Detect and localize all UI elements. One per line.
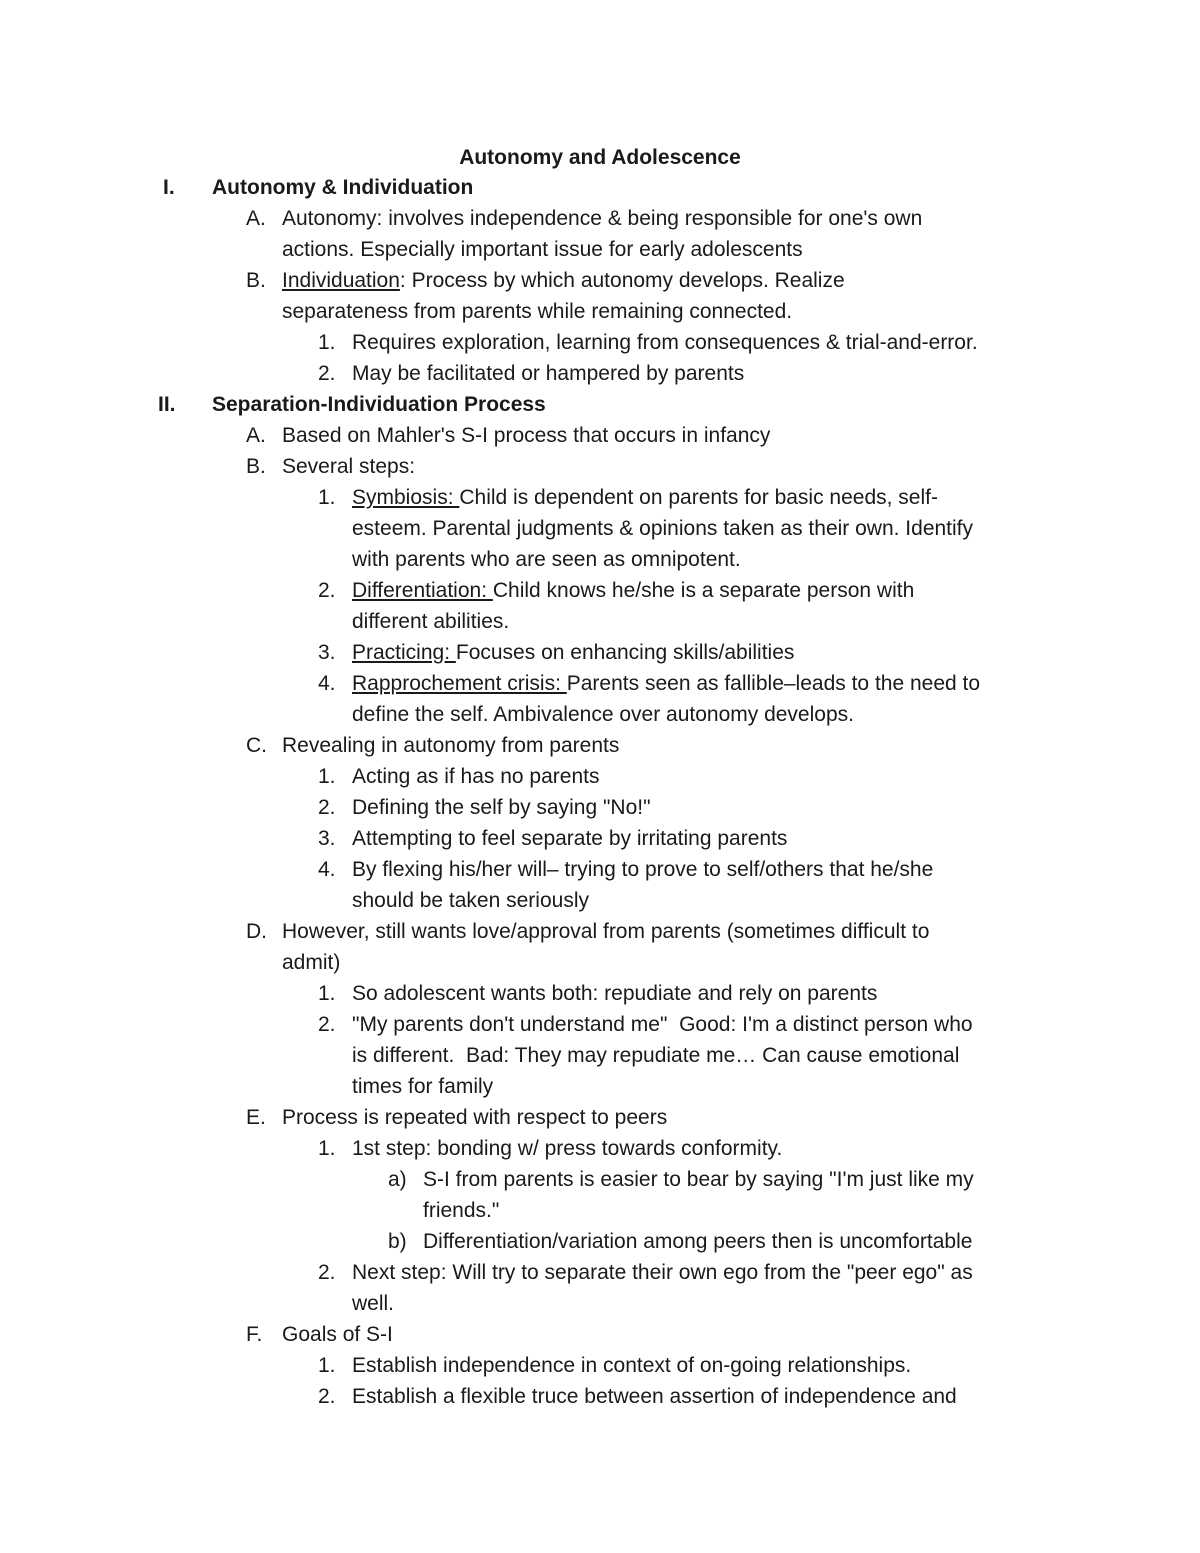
sub-text: Differentiation: Child knows he/she is a separate person with xyxy=(352,579,915,602)
sub-number: 4. xyxy=(318,858,336,881)
item-letter: C. xyxy=(246,734,267,757)
section-number: I. xyxy=(163,176,175,199)
subsub-letter: b) xyxy=(388,1230,407,1253)
sub-number: 1. xyxy=(318,331,336,354)
sub-number: 2. xyxy=(318,362,336,385)
section-number: II. xyxy=(158,393,176,416)
sub-text: Defining the self by saying "No!" xyxy=(352,796,651,819)
item-letter: F. xyxy=(246,1323,263,1346)
sub-number: 1. xyxy=(318,765,336,788)
sub-text: Symbiosis: Child is dependent on parents for basic needs, self- xyxy=(352,486,938,509)
term-individuation: Individuation xyxy=(282,269,400,292)
sub-text: Establish independence in context of on-going relationships. xyxy=(352,1354,912,1377)
sub-number: 3. xyxy=(318,641,336,664)
section-heading: Separation-Individuation Process xyxy=(212,393,546,416)
item-text: separateness from parents while remaining connected. xyxy=(282,300,793,323)
item-text: Autonomy: involves independence & being responsible for one's own xyxy=(282,207,923,230)
sub-number: 2. xyxy=(318,579,336,602)
subsub-text: S-I from parents is easier to bear by saying "I'm just like my xyxy=(423,1168,974,1191)
sub-text: "My parents don't understand me" Good: I'm a distinct person who xyxy=(352,1013,973,1036)
sub-text: is different. Bad: They may repudiate me… Can cause emotional xyxy=(352,1044,960,1067)
document-title: Autonomy and Adolescence xyxy=(459,146,741,169)
sub-text: Establish a flexible truce between assertion of independence and xyxy=(352,1385,957,1408)
item-text: admit) xyxy=(282,951,341,974)
item-letter: D. xyxy=(246,920,267,943)
section-heading: Autonomy & Individuation xyxy=(212,176,474,199)
sub-text: Rapprochement crisis: Parents seen as fallible–leads to the need to xyxy=(352,672,981,695)
item-letter: A. xyxy=(246,424,266,447)
item-text: Several steps: xyxy=(282,455,416,478)
subsub-text: Differentiation/variation among peers then is uncomfortable xyxy=(423,1230,973,1253)
sub-text: esteem. Parental judgments & opinions taken as their own. Identify xyxy=(352,517,974,540)
item-letter: B. xyxy=(246,455,266,478)
sub-number: 2. xyxy=(318,1385,336,1408)
sub-text: well. xyxy=(352,1292,395,1315)
item-text: actions. Especially important issue for early adolescents xyxy=(282,238,803,261)
sub-number: 1. xyxy=(318,486,336,509)
sub-number: 1. xyxy=(318,982,336,1005)
item-text: However, still wants love/approval from parents (sometimes difficult to xyxy=(282,920,930,943)
item-text: Individuation: Process by which autonomy develops. Realize xyxy=(282,269,845,292)
item-text: Process is repeated with respect to peers xyxy=(282,1106,668,1129)
item-letter: E. xyxy=(246,1106,266,1129)
term-practicing: Practicing: xyxy=(352,641,456,664)
sub-text: Next step: Will try to separate their own ego from the "peer ego" as xyxy=(352,1261,973,1284)
item-text: Based on Mahler's S-I process that occurs in infancy xyxy=(282,424,771,447)
sub-text: with parents who are seen as omnipotent. xyxy=(352,548,741,571)
term-symbiosis: Symbiosis: xyxy=(352,486,460,509)
sub-number: 3. xyxy=(318,827,336,850)
sub-text: different abilities. xyxy=(352,610,510,633)
sub-text: should be taken seriously xyxy=(352,889,589,912)
sub-text: By flexing his/her will– trying to prove to self/others that he/she xyxy=(352,858,934,881)
sub-text: 1st step: bonding w/ press towards conformity. xyxy=(352,1137,783,1160)
sub-number: 2. xyxy=(318,1261,336,1284)
sub-number: 1. xyxy=(318,1354,336,1377)
sub-text: times for family xyxy=(352,1075,494,1098)
sub-number: 2. xyxy=(318,796,336,819)
sub-text: Practicing: Focuses on enhancing skills/abilities xyxy=(352,641,795,664)
item-letter: B. xyxy=(246,269,266,292)
item-text: Revealing in autonomy from parents xyxy=(282,734,620,757)
term-differentiation: Differentiation: xyxy=(352,579,493,602)
sub-number: 1. xyxy=(318,1137,336,1160)
sub-number: 2. xyxy=(318,1013,336,1036)
subsub-text: friends." xyxy=(423,1199,500,1222)
sub-text: May be facilitated or hampered by parents xyxy=(352,362,745,385)
item-letter: A. xyxy=(246,207,266,230)
subsub-letter: a) xyxy=(388,1168,407,1191)
sub-number: 4. xyxy=(318,672,336,695)
sub-text: define the self. Ambivalence over autonomy develops. xyxy=(352,703,854,726)
sub-text: Acting as if has no parents xyxy=(352,765,600,788)
item-text: Goals of S-I xyxy=(282,1323,393,1346)
term-rapprochement: Rapprochement crisis: xyxy=(352,672,567,695)
sub-text: Attempting to feel separate by irritating parents xyxy=(352,827,788,850)
sub-text: Requires exploration, learning from consequences & trial-and-error. xyxy=(352,331,978,354)
sub-text: So adolescent wants both: repudiate and rely on parents xyxy=(352,982,878,1005)
